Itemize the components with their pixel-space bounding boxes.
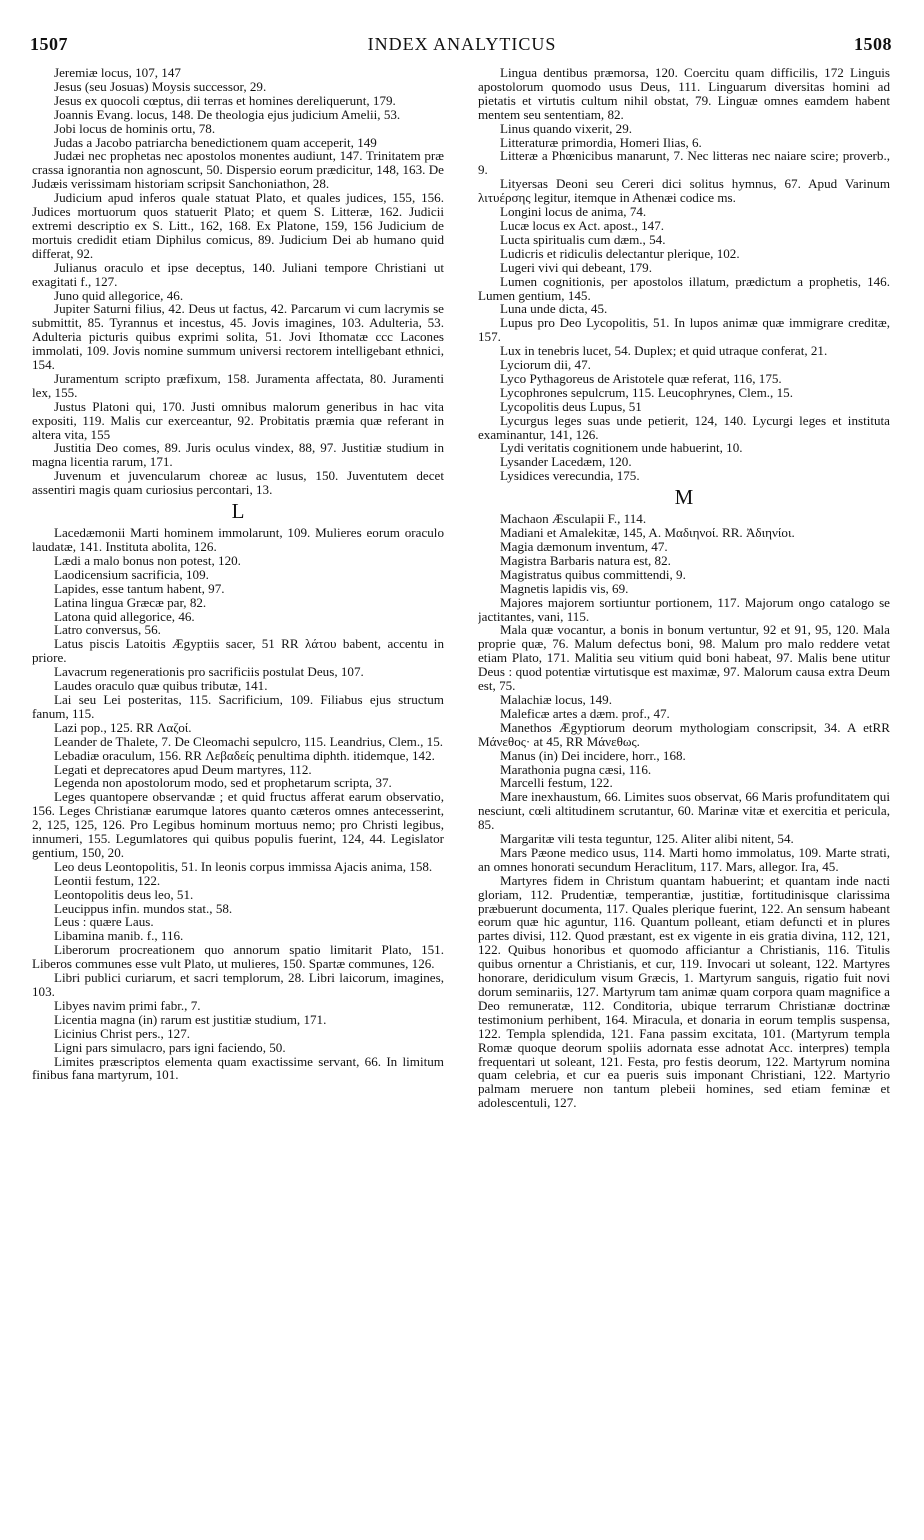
index-entry: Lycopolitis deus Lupus, 51 xyxy=(500,398,642,414)
index-entry: Justus Platoni qui, 170. Justi omnibus malorum generibus in hac vita expositi, 119. Malis cur exerceantur, 92. Probitatis præmia quæ referant in altera vita, 155 xyxy=(32,398,444,442)
index-entry: Lavacrum regenerationis pro sacrificiis postulat Deus, 107. xyxy=(54,664,364,680)
index-entry: Marcelli festum, 122. xyxy=(500,775,613,791)
index-entry: Lyciorum dii, 47. xyxy=(500,357,591,373)
index-entry: Lugeri vivi qui debeant, 179. xyxy=(500,259,652,275)
index-entry: Magistratus quibus committendi, 9. xyxy=(500,566,686,582)
index-entry: Lityersas Deoni seu Cereri dici solitus hymnus, 67. Apud Varinum λιτυέρσης legitur, itemque in Athenæi codice ms. xyxy=(478,176,890,206)
index-entry: Ludicris et ridiculis delectantur plerique, 102. xyxy=(500,245,740,261)
index-entry: Litteræ a Phœnicibus manarunt, 7. Nec litteras nec naiare scire; proverb., 9. xyxy=(478,148,890,178)
index-entry: Juramentum scripto præfixum, 158. Juramenta affectata, 80. Juramenti lex, 155. xyxy=(32,370,444,400)
index-entry: Jobi locus de hominis ortu, 78. xyxy=(54,120,216,136)
index-entry: Lysidices verecundia, 175. xyxy=(500,468,640,484)
index-entry: Majores majorem sortiuntur portionem, 117. Majorum ongo catalogo se jactitantes, vani, 115. xyxy=(478,594,890,624)
index-entry: Marathonia pugna cæsi, 116. xyxy=(500,761,652,777)
index-entry: Latona quid allegorice, 46. xyxy=(54,608,195,624)
index-entry: Leontii festum, 122. xyxy=(54,872,161,888)
index-entry: Legati et deprecatores apud Deum martyres, 112. xyxy=(54,761,312,777)
section-j-entries xyxy=(32,66,444,497)
index-entry: Lucta spiritualis cum dæm., 54. xyxy=(500,231,666,247)
index-entry: Lycophrones sepulcrum, 115. Leucophrynes, Clem., 15. xyxy=(500,384,793,400)
index-entry: Justitia Deo comes, 89. Juris oculus vindex, 88, 97. Justitiæ studium in magna licentia rarum, 171. xyxy=(32,440,444,470)
index-entry: Leander de Thalete, 7. De Cleomachi sepulcro, 115. Leandrius, Clem., 15. xyxy=(54,733,444,749)
index-entry: Jeremiæ locus, 107, 147 xyxy=(54,66,181,80)
index-entry: Magia dæmonum inventum, 47. xyxy=(500,539,668,554)
page-header xyxy=(0,0,924,56)
index-entry: Mala quæ vocantur, a bonis in bonum vertuntur, 92 et 91, 95, 120. Mala proprie quæ, 76. Malum defectus boni, 98. Malum pro malo reddere vetat etiam Plato, 171. Malitia seu vitium quid boni habeat, 97. Malis bene utitur Deus : quod potentiæ virtutisque est maximæ, 97. Malorum causa extra Deum est, 75. xyxy=(478,622,890,694)
index-entry: Ligni pars simulacro, pars igni faciendo, 50. xyxy=(54,1039,286,1055)
index-entry: Judas a Jacobo patriarcha benedictionem quam acceperit, 149 xyxy=(54,134,377,150)
index-entry: Jupiter Saturni filius, 42. Deus ut factus, 42. Parcarum vi cum lacrymis se submittit, 85. Tyrannus et incestus, 45. Jovis imagines, 103. Adulteria, 53. Adulteria picturis quibus exprimi solita, 51. Jovi Ithomatæ ccc Lacones immolati, 109. Jovis nomine summum universi rectorem intelligebant ethnici, 154. xyxy=(32,301,444,373)
index-entry: Lux in tenebris lucet, 54. Duplex; et quid utraque conferat, 21. xyxy=(500,343,828,359)
index-entry: Limites præscriptos elementa quam exactissime servant, 66. In limitum finibus fana martyrum, 101. xyxy=(32,1053,444,1083)
index-entry: Lazi pop., 125. RR Λαζοί. xyxy=(54,719,192,735)
index-entry: Judæi nec prophetas nec apostolos monentes audiunt, 147. Trinitatem præ crassa ignorantia non agnoscunt, 50. Dispersio eorum prædicitur, 148, 163. De Judæis verissimam historiam scripsit Sanchoniathon, 28. xyxy=(32,148,444,192)
index-entry: Liberorum procreationem quo annorum spatio limitarit Plato, 151. Liberos communes esse vult Plato, ut mulieres, 150. Spartæ communes, 126. xyxy=(32,942,444,972)
index-entry: Leges quantopere observandæ ; et quid fructus afferat earum observatio, 156. Leges Christianæ earumque latores quanto cæteros omnes antecesserint, 2, 125, 125, 126. Pro Legibus hominum mortuus nemo; pro Christi legibus, innumeri, 155. Legumlatores qui quibus populis fuerint, 124, 44. Legislator gentium, 150, 20. xyxy=(32,789,444,860)
index-entry: Leus : quære Laus. xyxy=(54,914,154,930)
index-entry: Mars Pæone medico usus, 114. Marti homo immolatus, 109. Marte strati, an omnes honorati secundum Heraclitum, 117. Mars, allegor. Ira, 45. xyxy=(478,844,890,874)
index-entry: Luna unde dicta, 45. xyxy=(500,301,608,317)
index-entry: Margaritæ vili testa teguntur, 125. Aliter alibi nitent, 54. xyxy=(500,831,794,847)
index-entry: Mare inexhaustum, 66. Limites suos observat, 66 Maris profunditatem qui nesciunt, cœli altitudinem scrutantur, 60. Marinæ vitæ et exercitia et pericula, 85. xyxy=(478,789,890,833)
index-entry: Libri publici curiarum, et sacri templorum, 28. Libri laicorum, imagines, 103. xyxy=(32,970,444,999)
index-entry: Juvenum et juvencularum choreæ ac lusus, 150. Juventutem decet assentiri magis quam curiosius percontari, 13. xyxy=(32,468,444,498)
index-entry: Legenda non apostolorum modo, sed et prophetarum scripta, 37. xyxy=(54,775,392,791)
index-entry: Linus quando vixerit, 29. xyxy=(500,120,633,136)
index-entry: Joannis Evang. locus, 148. De theologia ejus judicium Amelii, 53. xyxy=(54,106,401,122)
index-entry: Lapides, esse tantum habent, 97. xyxy=(54,580,225,596)
letter-heading-l: L xyxy=(231,499,245,524)
index-entry: Laudes oraculo quæ quibus tributæ, 141. xyxy=(54,678,268,694)
index-entry: Lysander Lacedæm, 120. xyxy=(500,454,632,470)
index-entry: Manethos Ægyptiorum deorum mythologiam conscripsit, 34. A etRR Μάνεθος· at 45, RR Μάνεθως. xyxy=(478,719,890,749)
index-entry: Leucippus infin. mundos stat., 58. xyxy=(54,900,233,916)
section-l-entries xyxy=(32,526,444,1082)
index-entry: Lingua dentibus præmorsa, 120. Coercitu quam difficilis, 172 Linguis apostolorum quomodo usus Deus, 111. Linguarum diversitas homini ad pietatis et virtutis cultum nihil obstat, 79. Linguæ omnes eamdem habent mentem seu sententiam, 82. xyxy=(478,66,890,122)
section-m-entries xyxy=(478,512,890,1110)
index-entry: Lyco Pythagoreus de Aristotele quæ referat, 116, 175. xyxy=(500,370,782,386)
index-entry: Latus piscis Latoitis Ægyptiis sacer, 51 RR λάτου babent, accentu in priore. xyxy=(32,636,444,666)
index-entry: Licentia magna (in) rarum est justitiæ studium, 171. xyxy=(54,1011,327,1027)
index-entry: Malachiæ locus, 149. xyxy=(500,691,613,707)
index-entry: Jesus (seu Josuas) Moysis successor, 29. xyxy=(54,78,267,94)
index-entry: Longini locus de anima, 74. xyxy=(500,204,647,220)
page-number-left: 1507 xyxy=(30,34,68,54)
index-entry: Lai seu Lei posteritas, 115. Sacrificium, 109. Filiabus ejus structum fanum, 115. xyxy=(32,691,444,721)
index-entry: Litteraturæ primordia, Homeri Ilias, 6. xyxy=(500,134,702,150)
right-column xyxy=(478,66,890,1516)
index-entry: Julianus oraculo et ipse deceptus, 140. Juliani tempore Christiani ut exagitati f., 127. xyxy=(32,259,444,289)
index-entry: Leo deus Leontopolitis, 51. In leonis corpus immissa Ajacis anima, 158. xyxy=(54,858,433,874)
left-column xyxy=(32,66,444,1516)
index-entry: Lydi veritatis cognitionem unde habuerint, 10. xyxy=(500,440,743,456)
index-entry: Magistra Barbaris natura est, 82. xyxy=(500,552,671,568)
index-entry: Libamina manib. f., 116. xyxy=(54,928,184,944)
index-entry: Madiani et Amalekitæ, 145, A. Μαδιηνοί. RR. Ἀδιηνίοι. xyxy=(500,525,795,541)
index-entry: Lycurgus leges suas unde petierit, 124, 140. Lycurgi leges et instituta examinantur, 141, 126. xyxy=(478,412,890,442)
index-entry: Lebadiæ oraculum, 156. RR Λεβαδείς penultima diphth. itidemque, 142. xyxy=(54,747,435,763)
index-entry: Latina lingua Græcæ par, 82. xyxy=(54,594,207,610)
index-entry: Lacedæmonii Marti hominem immolarunt, 109. Mulieres eorum oraculo laudatæ, 141. Instituta abolita, 126. xyxy=(32,525,444,554)
index-entry: Leontopolitis deus leo, 51. xyxy=(54,886,194,902)
index-entry: Lupus pro Deo Lycopolitis, 51. In lupos animæ quæ immigrare creditæ, 157. xyxy=(478,315,890,345)
index-entry: Latro conversus, 56. xyxy=(54,622,161,638)
index-entry: Lumen cognitionis, per apostolos illatum, prædictum a prophetis, 146. Lumen gentium, 145. xyxy=(478,273,890,303)
index-entry: Manus (in) Dei incidere, horr., 168. xyxy=(500,747,686,763)
index-entry: Magnetis lapidis vis, 69. xyxy=(500,580,629,596)
section-l-continued-entries xyxy=(478,66,890,483)
index-entry: Jesus ex quocoli cœptus, dii terras et homines dereliquerunt, 179. xyxy=(54,92,396,108)
page-number-right: 1508 xyxy=(854,34,892,54)
index-entry: Maleficæ artes a dæm. prof., 47. xyxy=(500,705,670,721)
index-entry: Lædi a malo bonus non potest, 120. xyxy=(54,552,241,568)
running-title: INDEX ANALYTICUS xyxy=(367,34,557,54)
index-entry: Lucæ locus ex Act. apost., 147. xyxy=(500,217,665,233)
index-entry: Martyres fidem in Christum quantam habuerint; et quantam inde nacti gloriam, 112. Prudentiæ, temperantiæ, justitiæ, fortitudinisque clarissima præbuerunt documenta, 117. Quales plerique fuerint, 122. An sensum habeant eorum quæ hic aguntur, 116. Quantum polleant, etiam defuncti et in plures partes divisi, 112. Quod præstant, est ex vigente in eis gratia divina, 112, 121, 122. Quibus honoribus et quomodo afficiantur a Christianis, 116. Titulis quibus ornentur a Christianis, et cur, 119. Invocari ut soleant, 122. Martyres honorare, deridiculum visum Græcis, 1. Martyrum sanguis, rigatio fuit novi dorum seminariis, 127. Martyrum tam animæ quam corpora quam magnifice a Deo remuneratæ, 112. Conditoria, ubique terrarum Christianæ doctrinæ testimonium perhibent, 164. Miracula, et donaria in eorum templis suspensa, 122. Templa splendida, 121. Fana passim excitata, 101. (Martyrum templa Romæ quoque deorum spoliis adornata esse adnotat Acc. interpres) templa frequentari ut soleant, 121. Festa, pro festis deorum, 122. Martyrum nomina quam celebria, et cur ea pueris suis imponant Christiani, 122. Martyrio palmam meruere non tantum plebeii homines, sed etiam feminæ et adolescentuli, 127. xyxy=(478,872,890,1111)
index-entry: Juno quid allegorice, 46. xyxy=(54,287,184,303)
index-entry: Libyes navim primi fabr., 7. xyxy=(54,997,201,1013)
index-entry: Licinius Christ pers., 127. xyxy=(54,1025,191,1041)
index-entry: Laodicensium sacrificia, 109. xyxy=(54,566,209,582)
index-entry: Machaon Æsculapii F., 114. xyxy=(500,511,647,527)
index-entry: Judicium apud inferos quale statuat Plato, et quales judices, 155, 156. Judices mortuorum quos statuerit Plato; et quem S. Litteræ, 162. Judicii extremi descriptio ex S. Litt., 162, 168. Ex Platone, 159, 156 Judicium de mortuis credidit etiam Diphilus comicus, 89. Judicium Dei ab humano quid differat, 92. xyxy=(32,190,444,261)
letter-heading-m: M xyxy=(674,485,694,510)
